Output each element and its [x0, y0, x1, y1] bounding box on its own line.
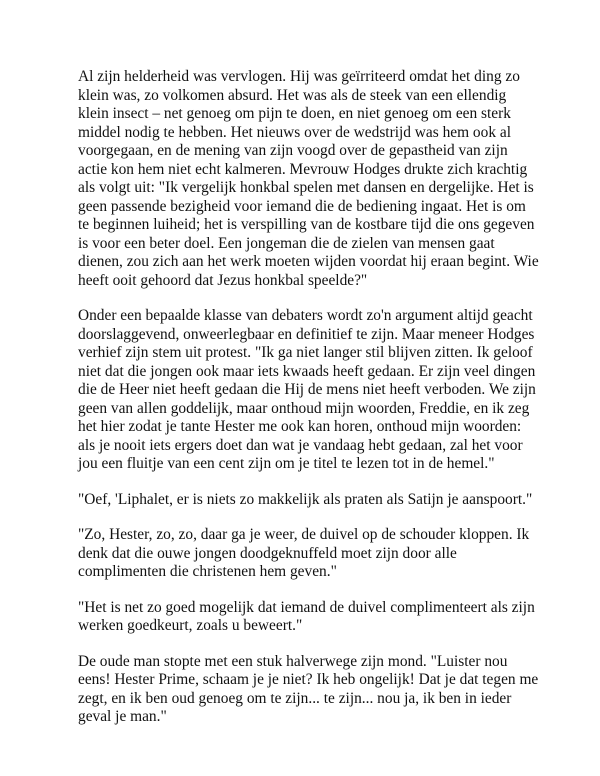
- paragraph-5: "Het is net zo goed mogelijk dat iemand de duivel complimenteert als zijn werken goedkeurt, zoals u beweert.": [78, 598, 535, 634]
- paragraph-6: De oude man stopte met een stuk halverwege zijn mond. "Luister nou eens! Hester Prime, schaam je je niet? Ik heb ongelijk! Dat je dat tegen me zegt, en ik ben oud genoeg om te zijn... te zijn... nou ja, ik ben in ieder geval je man.": [78, 652, 539, 725]
- paragraph-4: "Zo, Hester, zo, zo, daar ga je weer, de duivel op de schouder kloppen. Ik denk dat die ouwe jongen doodgeknuffeld moet zijn door alle complimenten die christenen hem geven.": [78, 526, 530, 580]
- paragraph-2: Onder een bepaalde klasse van debaters wordt zo'n argument altijd geacht doorslaggevend, onweerlegbaar en definitief te zijn. Maar meneer Hodges verhief zijn stem uit protest. "Ik ga niet langer stil blijven zitten. Ik geloof niet dat die jongen ook maar iets kwaads heeft gedaan. Er zijn veel dingen die de Heer niet heeft gedaan die Hij de mens niet heeft verboden. We zijn geen van allen goddelijk, maar onthoud mijn woorden, Freddie, en ik zeg het hier zodat je tante Hester me ook kan horen, onthoud mijn woorden: als je nooit iets ergers doet dan wat je vandaag hebt gedaan, zal het voor jou een fluitje van een cent zijn om je titel te lezen tot in de hemel.": [78, 307, 536, 472]
- paragraph-3: "Oef, 'Liphalet, er is niets zo makkelijk als praten als Satijn je aanspoort.": [78, 490, 533, 508]
- paragraph-1: Al zijn helderheid was vervlogen. Hij was geïrriteerd omdat het ding zo klein was, zo volkomen absurd. Het was als de steek van een ellendig klein insect – net genoeg om pijn te doen, en niet genoeg om een sterk middel nodig te hebben. Het nieuws over de wedstrijd was hem ook al voorgegaan, en de mening van zijn voogd over de gepastheid van zijn actie kon hem niet echt kalmeren. Mevrouw Hodges drukte zich krachtig als volgt uit: "Ik vergelijk honkbal spelen met dansen en dergelijke. Het is geen passende bezigheid voor iemand die de bediening ingaat. Het is om te beginnen luiheid; het is verspilling van de kostbare tijd die ons gegeven is voor een beter doel. Een jongeman die de zielen van mensen gaat dienen, zou zich aan het werk moeten wijden voordat hij eraan begint. Wie heeft ooit gehoord dat Jezus honkbal speelde?": [78, 68, 539, 289]
- body-text: [78, 68, 540, 744]
